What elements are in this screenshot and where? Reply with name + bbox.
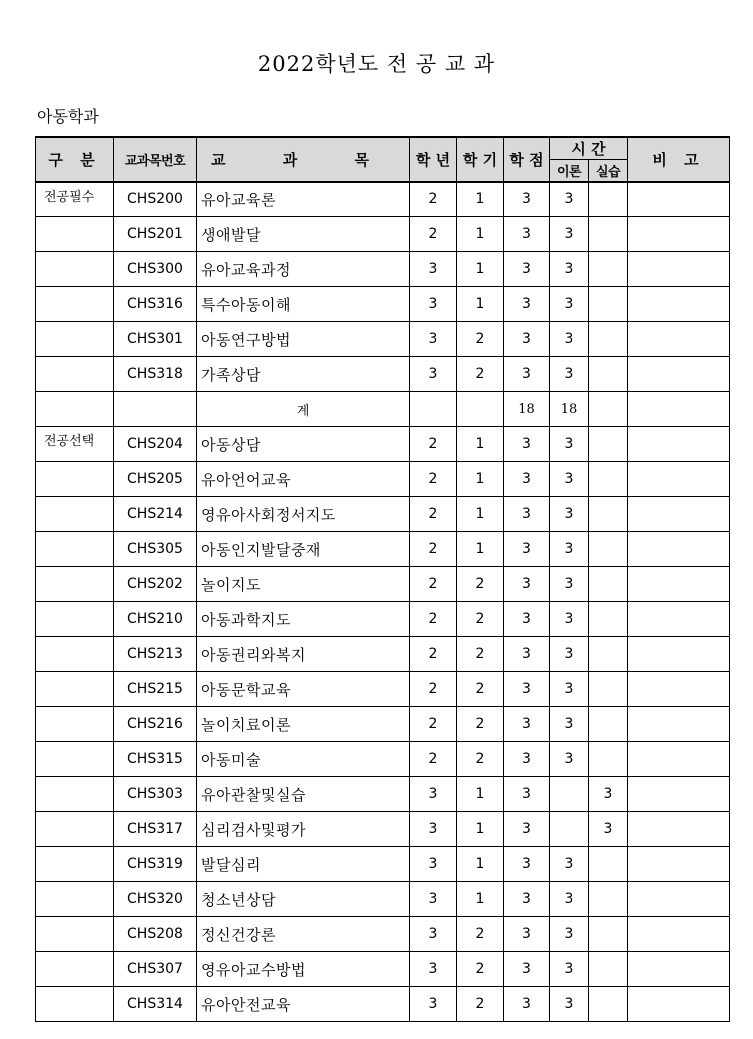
total-label: 계 xyxy=(197,392,410,427)
semester-cell: 2 xyxy=(457,672,504,707)
semester-cell xyxy=(457,392,504,427)
theory-hours-cell: 3 xyxy=(550,602,589,637)
course-code-cell xyxy=(114,392,197,427)
theory-hours-cell: 3 xyxy=(550,742,589,777)
semester-cell: 2 xyxy=(457,952,504,987)
course-code-cell: CHS319 xyxy=(114,847,197,882)
year-cell: 3 xyxy=(410,287,457,322)
remarks-cell xyxy=(628,427,730,462)
remarks-cell xyxy=(628,602,730,637)
course-name-cell: 유아교육론 xyxy=(197,182,410,217)
semester-cell: 2 xyxy=(457,742,504,777)
course-code-cell: CHS208 xyxy=(114,917,197,952)
remarks-cell xyxy=(628,707,730,742)
header-remarks: 비 고 xyxy=(628,137,730,182)
year-cell: 2 xyxy=(410,742,457,777)
year-cell: 3 xyxy=(410,252,457,287)
practice-hours-cell xyxy=(589,182,628,217)
course-name-cell: 생애발달 xyxy=(197,217,410,252)
year-cell: 2 xyxy=(410,427,457,462)
semester-cell: 1 xyxy=(457,847,504,882)
course-name-cell: 심리검사및평가 xyxy=(197,812,410,847)
remarks-cell xyxy=(628,987,730,1022)
course-name-cell: 발달심리 xyxy=(197,847,410,882)
header-course-number: 교과목번호 xyxy=(114,137,197,182)
semester-cell: 2 xyxy=(457,567,504,602)
credit-cell: 3 xyxy=(504,567,550,602)
table-row xyxy=(36,182,730,217)
header-year: 학 년 xyxy=(410,137,457,182)
category-cell xyxy=(36,777,114,812)
header-credits: 학 점 xyxy=(504,137,550,182)
credit-cell: 3 xyxy=(504,427,550,462)
course-name-cell: 유아교육과정 xyxy=(197,252,410,287)
theory-hours-cell: 3 xyxy=(550,882,589,917)
category-cell xyxy=(36,497,114,532)
remarks-cell xyxy=(628,567,730,602)
table-row xyxy=(36,952,730,987)
credit-cell: 3 xyxy=(504,252,550,287)
year-cell: 3 xyxy=(410,882,457,917)
credit-cell: 3 xyxy=(504,637,550,672)
table-row xyxy=(36,252,730,287)
remarks-cell xyxy=(628,672,730,707)
course-name-cell: 유아안전교육 xyxy=(197,987,410,1022)
year-cell: 2 xyxy=(410,462,457,497)
year-cell: 3 xyxy=(410,322,457,357)
year-cell: 3 xyxy=(410,777,457,812)
category-cell xyxy=(36,287,114,322)
table-row xyxy=(36,987,730,1022)
course-name-cell: 청소년상담 xyxy=(197,882,410,917)
table-row xyxy=(36,847,730,882)
credit-cell: 3 xyxy=(504,217,550,252)
category-cell xyxy=(36,532,114,567)
theory-hours-cell: 3 xyxy=(550,847,589,882)
department-name: 아동학과 xyxy=(37,107,99,126)
year-cell: 3 xyxy=(410,952,457,987)
category-cell xyxy=(36,672,114,707)
practice-hours-cell: 3 xyxy=(589,777,628,812)
course-code-cell: CHS300 xyxy=(114,252,197,287)
course-code-cell: CHS316 xyxy=(114,287,197,322)
semester-cell: 2 xyxy=(457,357,504,392)
year-cell: 3 xyxy=(410,987,457,1022)
course-code-cell: CHS205 xyxy=(114,462,197,497)
table-row xyxy=(36,322,730,357)
credit-cell: 3 xyxy=(504,497,550,532)
category-cell xyxy=(36,567,114,602)
table-row xyxy=(36,427,730,462)
table-row xyxy=(36,742,730,777)
semester-cell: 1 xyxy=(457,462,504,497)
course-name-cell: 아동인지발달중재 xyxy=(197,532,410,567)
table-row xyxy=(36,567,730,602)
category-cell xyxy=(36,392,114,427)
remarks-cell xyxy=(628,812,730,847)
table-row xyxy=(36,882,730,917)
theory-hours-cell: 3 xyxy=(550,217,589,252)
practice-hours-cell xyxy=(589,847,628,882)
table-row xyxy=(36,637,730,672)
course-code-cell: CHS307 xyxy=(114,952,197,987)
theory-hours-cell: 3 xyxy=(550,322,589,357)
year-cell xyxy=(410,392,457,427)
course-code-cell: CHS204 xyxy=(114,427,197,462)
year-cell: 2 xyxy=(410,217,457,252)
practice-hours-cell xyxy=(589,287,628,322)
course-code-cell: CHS320 xyxy=(114,882,197,917)
header-practice: 실습 xyxy=(589,160,628,182)
course-name-cell: 영유아사회정서지도 xyxy=(197,497,410,532)
category-cell xyxy=(36,812,114,847)
theory-hours-cell: 3 xyxy=(550,917,589,952)
practice-hours-cell xyxy=(589,602,628,637)
course-code-cell: CHS215 xyxy=(114,672,197,707)
theory-hours-cell: 3 xyxy=(550,497,589,532)
semester-cell: 2 xyxy=(457,707,504,742)
theory-hours-cell xyxy=(550,777,589,812)
credit-cell: 3 xyxy=(504,847,550,882)
year-cell: 2 xyxy=(410,532,457,567)
page-title: 2022학년도 전 공 교 과 xyxy=(257,52,496,76)
year-cell: 2 xyxy=(410,707,457,742)
year-cell: 3 xyxy=(410,357,457,392)
total-row xyxy=(36,392,730,427)
table-row xyxy=(36,497,730,532)
category-cell xyxy=(36,707,114,742)
practice-hours-cell xyxy=(589,987,628,1022)
semester-cell: 2 xyxy=(457,637,504,672)
course-name-cell: 놀이지도 xyxy=(197,567,410,602)
category-cell xyxy=(36,602,114,637)
category-cell xyxy=(36,917,114,952)
remarks-cell xyxy=(628,952,730,987)
course-name-cell: 특수아동이해 xyxy=(197,287,410,322)
remarks-cell xyxy=(628,847,730,882)
semester-cell: 1 xyxy=(457,497,504,532)
credit-cell: 3 xyxy=(504,672,550,707)
total-theory-hours: 18 xyxy=(550,392,589,427)
practice-hours-cell xyxy=(589,392,628,427)
credit-cell: 3 xyxy=(504,952,550,987)
course-code-cell: CHS201 xyxy=(114,217,197,252)
course-name-cell: 아동권리와복지 xyxy=(197,637,410,672)
course-name-cell: 아동상담 xyxy=(197,427,410,462)
year-cell: 3 xyxy=(410,812,457,847)
category-cell xyxy=(36,987,114,1022)
credit-cell: 3 xyxy=(504,917,550,952)
semester-cell: 2 xyxy=(457,987,504,1022)
practice-hours-cell xyxy=(589,707,628,742)
course-code-cell: CHS214 xyxy=(114,497,197,532)
practice-hours-cell xyxy=(589,882,628,917)
category-cell xyxy=(36,847,114,882)
theory-hours-cell: 3 xyxy=(550,287,589,322)
table-row xyxy=(36,532,730,567)
year-cell: 2 xyxy=(410,602,457,637)
practice-hours-cell: 3 xyxy=(589,812,628,847)
remarks-cell xyxy=(628,917,730,952)
theory-hours-cell: 3 xyxy=(550,252,589,287)
header-category: 구 분 xyxy=(36,137,114,182)
course-code-cell: CHS216 xyxy=(114,707,197,742)
practice-hours-cell xyxy=(589,742,628,777)
theory-hours-cell: 3 xyxy=(550,637,589,672)
theory-hours-cell: 3 xyxy=(550,672,589,707)
category-cell: 전공필수 xyxy=(36,182,114,217)
table-row xyxy=(36,217,730,252)
table-row xyxy=(36,707,730,742)
practice-hours-cell xyxy=(589,357,628,392)
remarks-cell xyxy=(628,287,730,322)
course-code-cell: CHS305 xyxy=(114,532,197,567)
credit-cell: 3 xyxy=(504,742,550,777)
year-cell: 2 xyxy=(410,497,457,532)
category-cell xyxy=(36,217,114,252)
remarks-cell xyxy=(628,252,730,287)
category-cell xyxy=(36,882,114,917)
practice-hours-cell xyxy=(589,672,628,707)
course-code-cell: CHS318 xyxy=(114,357,197,392)
table-row xyxy=(36,287,730,322)
remarks-cell xyxy=(628,322,730,357)
course-code-cell: CHS202 xyxy=(114,567,197,602)
practice-hours-cell xyxy=(589,637,628,672)
table-row xyxy=(36,602,730,637)
credit-cell: 3 xyxy=(504,987,550,1022)
practice-hours-cell xyxy=(589,567,628,602)
practice-hours-cell xyxy=(589,252,628,287)
semester-cell: 1 xyxy=(457,287,504,322)
remarks-cell xyxy=(628,462,730,497)
category-cell xyxy=(36,637,114,672)
course-name-cell: 아동미술 xyxy=(197,742,410,777)
theory-hours-cell: 3 xyxy=(550,987,589,1022)
theory-hours-cell: 3 xyxy=(550,707,589,742)
remarks-cell xyxy=(628,497,730,532)
remarks-cell xyxy=(628,182,730,217)
year-cell: 3 xyxy=(410,917,457,952)
category-cell xyxy=(36,322,114,357)
theory-hours-cell: 3 xyxy=(550,462,589,497)
semester-cell: 1 xyxy=(457,182,504,217)
semester-cell: 1 xyxy=(457,882,504,917)
category-cell xyxy=(36,357,114,392)
course-name-cell: 아동과학지도 xyxy=(197,602,410,637)
table-row xyxy=(36,812,730,847)
practice-hours-cell xyxy=(589,497,628,532)
theory-hours-cell: 3 xyxy=(550,532,589,567)
header-semester: 학 기 xyxy=(457,137,504,182)
course-name-cell: 놀이치료이론 xyxy=(197,707,410,742)
theory-hours-cell: 3 xyxy=(550,182,589,217)
credit-cell: 3 xyxy=(504,602,550,637)
credit-cell: 3 xyxy=(504,532,550,567)
course-name-cell: 영유아교수방법 xyxy=(197,952,410,987)
credit-cell: 3 xyxy=(504,707,550,742)
credit-cell: 3 xyxy=(504,462,550,497)
course-code-cell: CHS301 xyxy=(114,322,197,357)
remarks-cell xyxy=(628,392,730,427)
curriculum-table xyxy=(35,136,730,1022)
remarks-cell xyxy=(628,532,730,567)
remarks-cell xyxy=(628,217,730,252)
table-row xyxy=(36,777,730,812)
credit-cell: 3 xyxy=(504,287,550,322)
year-cell: 2 xyxy=(410,567,457,602)
course-name-cell: 가족상담 xyxy=(197,357,410,392)
credit-cell: 3 xyxy=(504,322,550,357)
semester-cell: 2 xyxy=(457,917,504,952)
semester-cell: 1 xyxy=(457,252,504,287)
table-row xyxy=(36,357,730,392)
remarks-cell xyxy=(628,742,730,777)
semester-cell: 1 xyxy=(457,427,504,462)
practice-hours-cell xyxy=(589,427,628,462)
course-name-cell: 유아언어교육 xyxy=(197,462,410,497)
course-name-cell: 정신건강론 xyxy=(197,917,410,952)
table-row xyxy=(36,917,730,952)
credit-cell: 3 xyxy=(504,777,550,812)
semester-cell: 2 xyxy=(457,322,504,357)
practice-hours-cell xyxy=(589,952,628,987)
remarks-cell xyxy=(628,357,730,392)
course-name-cell: 아동연구방법 xyxy=(197,322,410,357)
year-cell: 2 xyxy=(410,637,457,672)
semester-cell: 1 xyxy=(457,217,504,252)
course-code-cell: CHS210 xyxy=(114,602,197,637)
credit-cell: 3 xyxy=(504,182,550,217)
credit-cell: 3 xyxy=(504,882,550,917)
remarks-cell xyxy=(628,637,730,672)
practice-hours-cell xyxy=(589,532,628,567)
category-cell xyxy=(36,952,114,987)
theory-hours-cell: 3 xyxy=(550,427,589,462)
remarks-cell xyxy=(628,882,730,917)
course-name-cell: 유아관찰및실습 xyxy=(197,777,410,812)
course-code-cell: CHS213 xyxy=(114,637,197,672)
category-cell xyxy=(36,252,114,287)
course-code-cell: CHS315 xyxy=(114,742,197,777)
year-cell: 3 xyxy=(410,847,457,882)
semester-cell: 1 xyxy=(457,777,504,812)
header-course-name: 교 과 목 xyxy=(197,137,410,182)
course-code-cell: CHS303 xyxy=(114,777,197,812)
credit-cell: 3 xyxy=(504,357,550,392)
credit-cell: 3 xyxy=(504,812,550,847)
remarks-cell xyxy=(628,777,730,812)
table-row xyxy=(36,462,730,497)
header-hours: 시 간 xyxy=(550,137,628,160)
table-row xyxy=(36,672,730,707)
total-credit: 18 xyxy=(504,392,550,427)
semester-cell: 2 xyxy=(457,602,504,637)
year-cell: 2 xyxy=(410,182,457,217)
practice-hours-cell xyxy=(589,322,628,357)
course-code-cell: CHS317 xyxy=(114,812,197,847)
header-theory: 이론 xyxy=(550,160,589,182)
category-cell xyxy=(36,742,114,777)
theory-hours-cell: 3 xyxy=(550,952,589,987)
theory-hours-cell xyxy=(550,812,589,847)
category-cell: 전공선택 xyxy=(36,427,114,462)
practice-hours-cell xyxy=(589,462,628,497)
course-code-cell: CHS200 xyxy=(114,182,197,217)
practice-hours-cell xyxy=(589,917,628,952)
course-name-cell: 아동문학교육 xyxy=(197,672,410,707)
semester-cell: 1 xyxy=(457,532,504,567)
theory-hours-cell: 3 xyxy=(550,357,589,392)
semester-cell: 1 xyxy=(457,812,504,847)
year-cell: 2 xyxy=(410,672,457,707)
course-code-cell: CHS314 xyxy=(114,987,197,1022)
practice-hours-cell xyxy=(589,217,628,252)
theory-hours-cell: 3 xyxy=(550,567,589,602)
category-cell xyxy=(36,462,114,497)
